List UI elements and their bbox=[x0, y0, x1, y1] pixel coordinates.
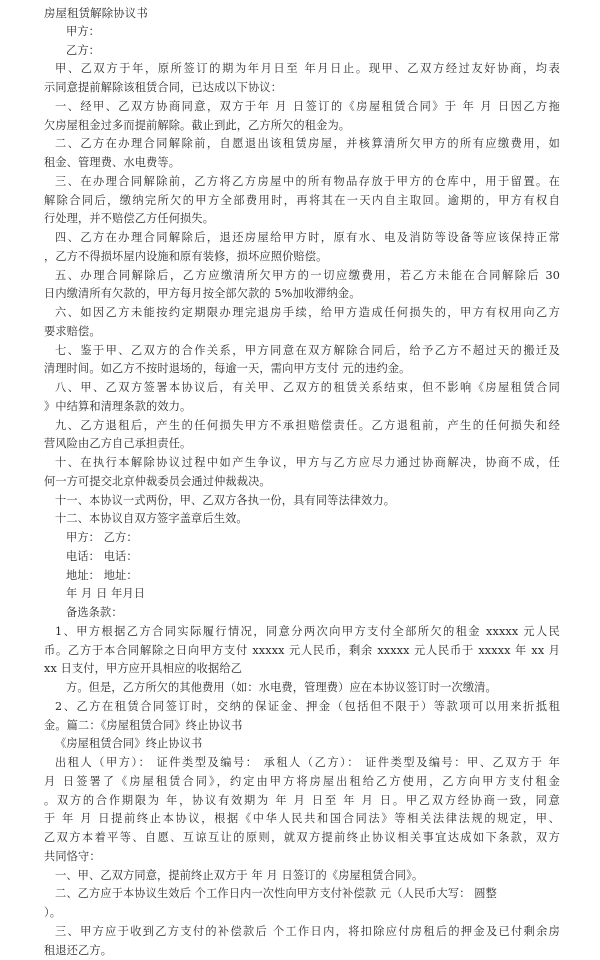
document-line: 出租人（甲方）： 证件类型及编号： 承租人（乙方）： 证件类型及编号：甲、乙双方于 年 bbox=[44, 754, 560, 773]
document-line: xx 日支付，甲方应开具相应的收据给乙 bbox=[44, 660, 560, 679]
document-line: 甲、乙双方于年，原所签订的期为年月日至 年月日止。现甲、乙双方经过友好协商，均表 bbox=[44, 60, 560, 79]
document-line: 日内缴清所有欠款的，甲方每月按全部欠款的 5%加收滞纳金。 bbox=[44, 285, 560, 304]
document-line: 方。但是，乙方所欠的其他费用（如：水电费，管理费）应在本协议签订时一次缴清。 bbox=[44, 679, 560, 698]
document-line: 行处理，并不赔偿乙方任何损失。 bbox=[44, 210, 560, 229]
document-line: 甲方： bbox=[44, 23, 560, 42]
document-line: 《房屋租赁合同》终止协议书 bbox=[44, 735, 560, 754]
document-line: 金。篇二：《房屋租赁合同》终止协议书 bbox=[44, 717, 560, 736]
document-line: 。双方的合作期限为 年，协议有效期为 年 月 日至 年 月 日。甲乙双方经协商一致，同意 bbox=[44, 792, 560, 811]
document-line: 七、鉴于甲、乙双方的合作关系，甲方同意在双方解除合同后，给予乙方不超过天的搬迁及 bbox=[44, 342, 560, 361]
document-line: 地址： 地址： bbox=[44, 567, 560, 586]
document-line: 示同意提前解除该租赁合同，已达成以下协议： bbox=[44, 79, 560, 98]
document-line: 备选条款： bbox=[44, 604, 560, 623]
document-line: ，乙方不得损坏屋内设施和原有装修，损坏应照价赔偿。 bbox=[44, 248, 560, 267]
document-line: 何一方可提交北京仲裁委员会通过仲裁裁决。 bbox=[44, 473, 560, 492]
document-line: 解除合同后，缴纳完所欠的甲方全部费用时，再将其在一天内自主取回。逾期的，甲方有权自 bbox=[44, 192, 560, 211]
document-line: 乙双方本着平等、自愿、互谅互让的原则，就双方提前终止协议相关事宜达成如下条款，双方 bbox=[44, 829, 560, 848]
document-line: 要求赔偿。 bbox=[44, 323, 560, 342]
document-line: 电话： 电话： bbox=[44, 548, 560, 567]
document-line: 2、乙方在租赁合同签订时，交纳的保证金、押金（包括但不限于）等款项可以用来折抵租 bbox=[44, 698, 560, 717]
document-line: 1、甲方根据乙方合同实际履行情况，同意分两次向甲方支付全部所欠的租金 xxxxx 元人民 bbox=[44, 623, 560, 642]
document-line: 二、乙方应于本协议生效后 个工作日内一次性向甲方支付补偿款 元（人民币大写： 圆整 bbox=[44, 885, 560, 904]
document-line: 十一、本协议一式两份，甲、乙双方各执一份，具有同等法律效力。 bbox=[44, 492, 560, 511]
document-line: 甲方： 乙方： bbox=[44, 529, 560, 548]
document-line: ）。 bbox=[44, 904, 560, 923]
document-line: 一、经甲、乙双方协商同意，双方于年 月 日签订的《房屋租赁合同》于 年 月 日因乙方拖 bbox=[44, 98, 560, 117]
document-line: 租退还乙方。 bbox=[44, 942, 560, 960]
document-line: 四、乙方在办理合同解除后，退还房屋给甲方时，原有水、电及消防等设备等应该保持正常 bbox=[44, 229, 560, 248]
document-line: 十、在执行本解除协议过程中如产生争议，甲方与乙方应尽力通过协商解决，协商不成，任 bbox=[44, 454, 560, 473]
document-line: 十二、本协议自双方签字盖章后生效。 bbox=[44, 510, 560, 529]
document-line: 乙方： bbox=[44, 42, 560, 61]
document-line: 月 日签署了《房屋租赁合同》，约定由甲方将房屋出租给乙方使用，乙方向甲方支付租金 bbox=[44, 773, 560, 792]
document-line: 三、甲方应于收到乙方支付的补偿款后 个工作日内，将扣除应付房租后的押金及已付剩余房 bbox=[44, 923, 560, 942]
document-line: 二、乙方在办理合同解除前，自愿退出该租赁房屋，并核算清所欠甲方的所有应缴费用，如 bbox=[44, 135, 560, 154]
document-line: 》中结算和清理条款的效力。 bbox=[44, 398, 560, 417]
document-line: 年 月 日 年月日 bbox=[44, 585, 560, 604]
document-line: 清理时间。如乙方不按时退场的，每逾一天，需向甲方支付 元的违约金。 bbox=[44, 360, 560, 379]
document-line: 租金、管理费、水电费等。 bbox=[44, 154, 560, 173]
document-line: 欠房屋租金过多而提前解除。截止到此，乙方所欠的租金为。 bbox=[44, 117, 560, 136]
document-line: 营风险由乙方自己承担责任。 bbox=[44, 435, 560, 454]
document-line: 共同恪守： bbox=[44, 848, 560, 867]
document-line: 九、乙方退租后，产生的任何损失甲方不承担赔偿责任。乙方退租前，产生的任何损失和经 bbox=[44, 417, 560, 436]
document-line: 八、甲、乙双方签署本协议后，有关甲、乙双方的租赁关系结束，但不影响《房屋租赁合同 bbox=[44, 379, 560, 398]
document-line: 币。乙方于本合同解除之日向甲方支付 xxxxx 元人民币，剩余 xxxxx 元人民币于 xxxxx 年 xx 月 bbox=[44, 642, 560, 661]
document-line: 一、甲、乙双方同意，提前终止双方于 年 月 日签订的《房屋租赁合同》。 bbox=[44, 867, 560, 886]
document-line: 房屋租赁解除协议书 bbox=[44, 4, 560, 23]
document-line: 六、如因乙方未能按约定期限办理完退房手续，给甲方造成任何损失的，甲方有权用向乙方 bbox=[44, 304, 560, 323]
document-line: 五、办理合同解除后，乙方应缴清所欠甲方的一切应缴费用，若乙方未能在合同解除后 30 bbox=[44, 267, 560, 286]
document-line: 三、在办理合同解除前，乙方将乙方房屋中的所有物品存放于甲方的仓库中，用于留置。在 bbox=[44, 173, 560, 192]
document-line: 于 年 月 日提前终止本协议，根据《中华人民共和国合同法》等相关法律法规的规定，甲、 bbox=[44, 810, 560, 829]
